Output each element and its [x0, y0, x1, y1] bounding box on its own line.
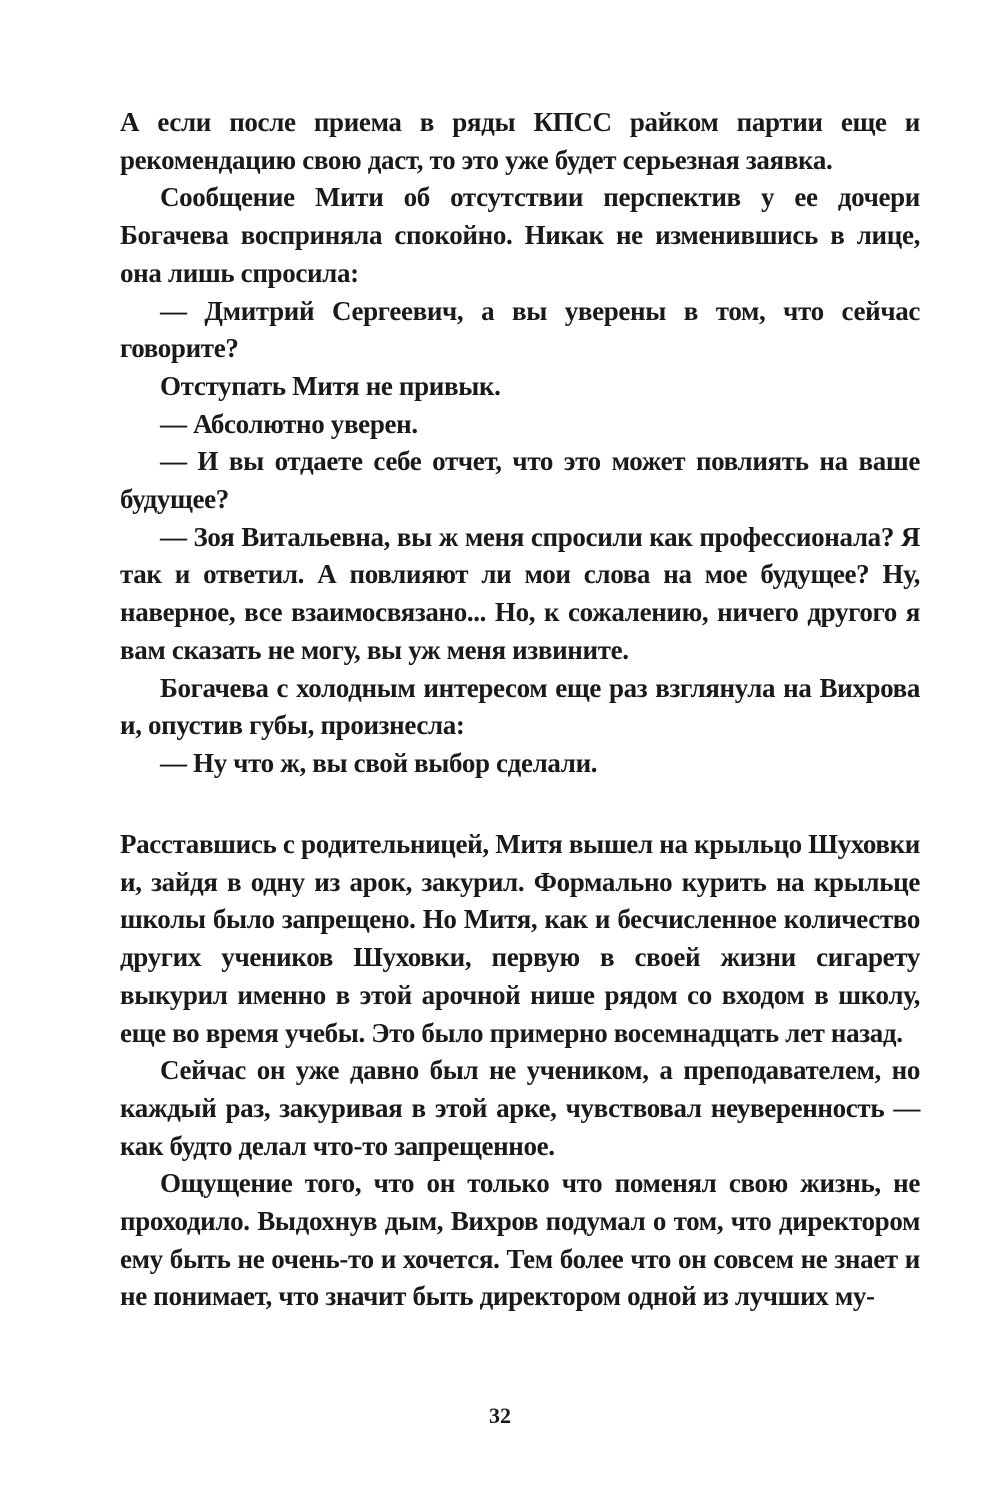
paragraph: Богачева с холодным интересом еще раз взглянула на Вихрова и, опустив губы, произнесла:: [120, 672, 920, 741]
paragraph: — Абсолютно уверен.: [160, 408, 418, 439]
paragraph: Расставшись с родительницей, Митя вышел на крыльцо Шуховки и, зайдя в одну из арок, закурил. Формально курить на крыльце школы было запрещено. Но Митя, как и бесчисленное количество других учеников Шуховки, первую в своей жизни сигарету выкурил именно в этой арочной нише рядом со входом в школу, еще во время учебы. Это было примерно восемнадцать лет назад.: [120, 829, 920, 1048]
text-section-top: [120, 104, 920, 783]
paragraph: Сообщение Мити об отсутствии перспектив у ее дочери Богачева восприняла спокойно. Никак не изменившись в лице, она лишь спросила:: [120, 182, 920, 288]
page-number: 32: [489, 1403, 511, 1428]
paragraph: — И вы отдаете себе отчет, что это может повлиять на ваше будущее?: [120, 446, 920, 515]
paragraph: — Зоя Витальевна, вы ж меня спросили как профессионала? Я так и ответил. А повлияют ли мои слова на мое будущее? Ну, наверное, все взаимосвязано... Но, к сожалению, ничего другого я вам сказать не могу, вы уж меня извините.: [120, 521, 920, 665]
paragraph: Ощущение того, что он только что поменял свою жизнь, не проходило. Выдохнув дым, Вихров подумал о том, что директором ему быть не очень-то и хочется. Тем более что он совсем не знает и не понимает, что значит быть директором одной из лучших му-: [120, 1168, 920, 1312]
paragraph: — Дмитрий Сергеевич, а вы уверены в том, что сейчас говорите?: [120, 295, 920, 364]
paragraph: Отступать Митя не привык.: [160, 370, 501, 401]
paragraph: А если после приема в ряды КПСС райком партии еще и рекомендацию свою даст, то это уже будет серьезная заявка.: [120, 107, 920, 175]
text-section-bottom: [120, 826, 920, 1316]
paragraph: — Ну что ж, вы свой выбор сделали.: [160, 747, 598, 778]
paragraph: Сейчас он уже давно был не учеником, а преподавателем, но каждый раз, закуривая в этой арке, чувствовал неуверенность — как будто делал что-то запрещенное.: [120, 1055, 920, 1161]
